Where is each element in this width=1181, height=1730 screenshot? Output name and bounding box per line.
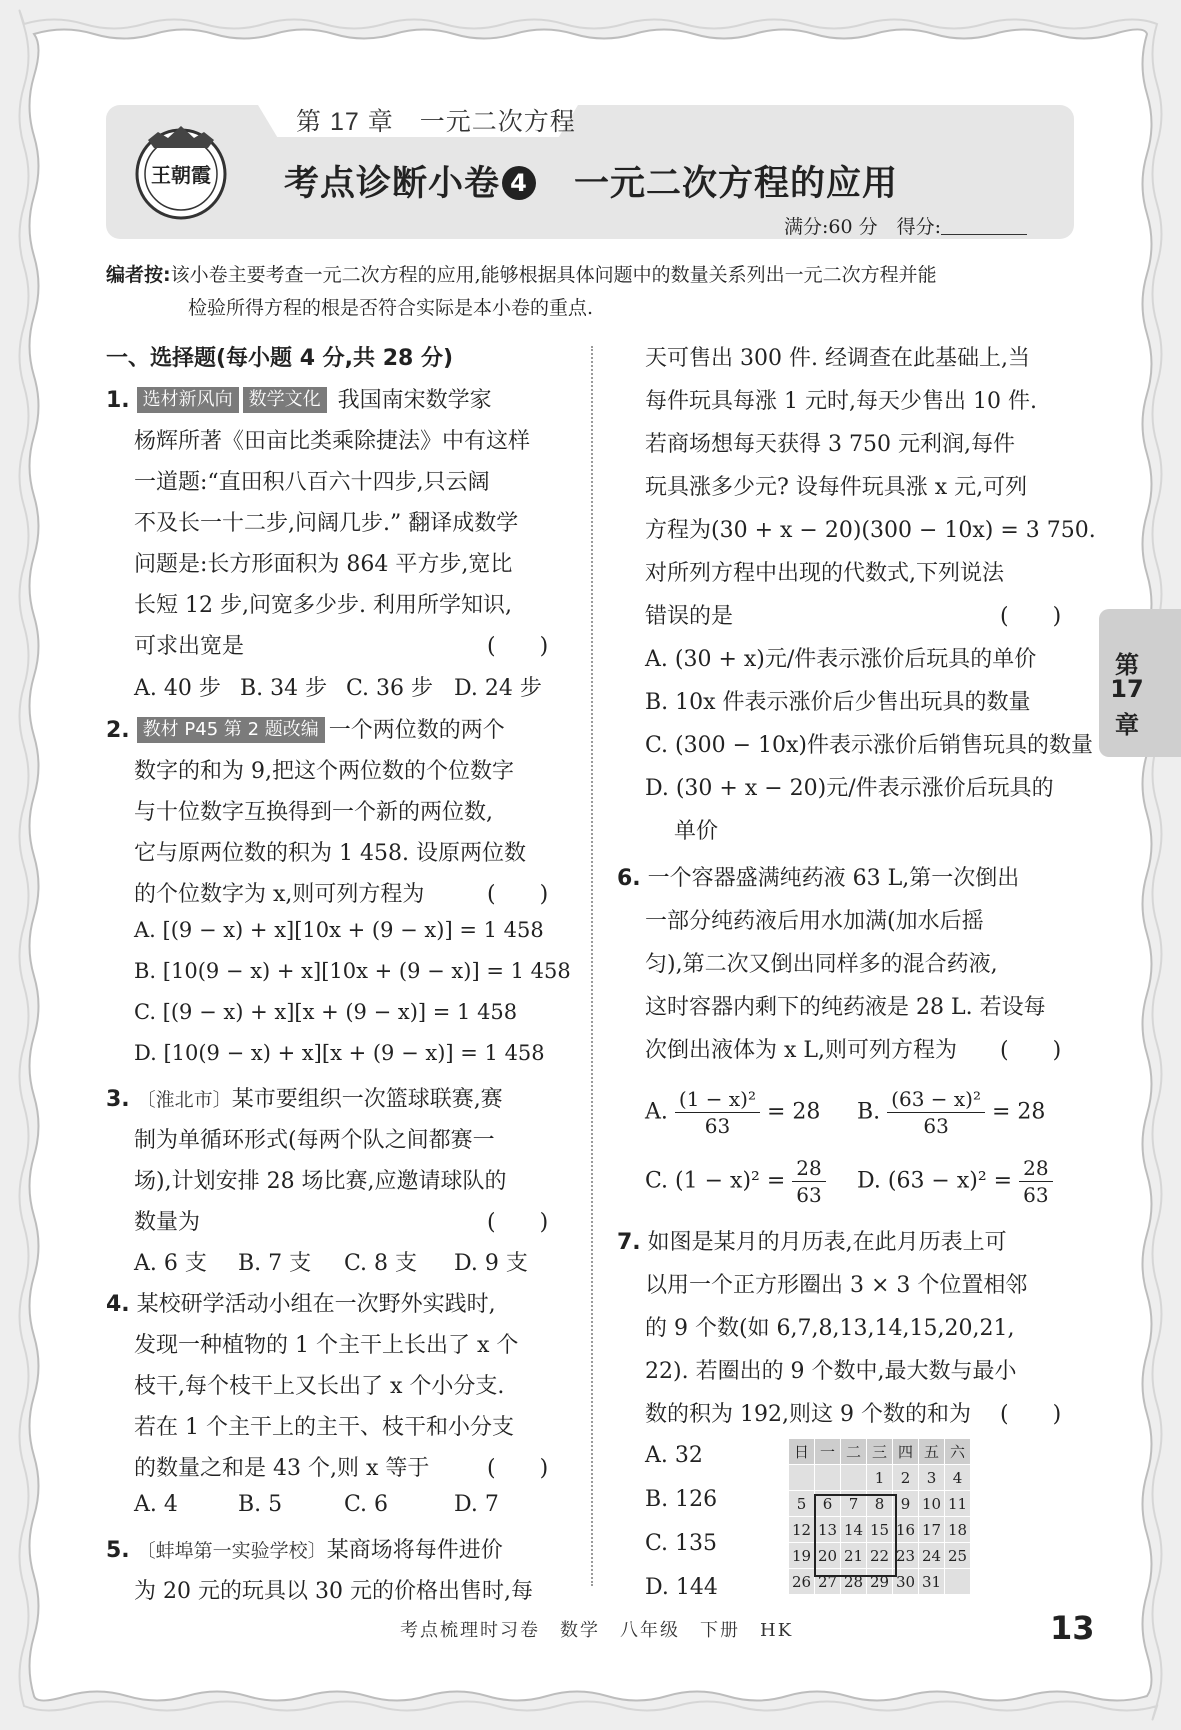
calendar-cell: 27 [815,1569,841,1595]
q7-option-b: B. 126 [645,1487,718,1512]
q6-option-c [645,1155,826,1208]
q6-line: 一个容器盛满纯药液 63 L,第一次倒出 [647,866,1020,891]
q2-option-d: D. [10(9 − x) + x][x + (9 − x)] = 1 458 [134,1041,545,1065]
q5-line: 方程为(30 + x − 20)(300 − 10x) = 3 750. [645,518,1096,543]
q4-option-c: C. 6 [344,1492,389,1517]
q6-line: 次倒出液体为 x L,则可列方程为 [645,1038,957,1063]
calendar-selection-square [814,1494,897,1577]
calendar-cell: 18 [945,1517,971,1543]
title-main: 一元二次方程的应用 [574,164,899,204]
q1-tag-trend: 选材新风向 [137,387,239,413]
q5-option-a: A. (30 + x)元/件表示涨价后玩具的单价 [645,647,1037,672]
calendar-cell [789,1465,815,1491]
q2-option-b: B. [10(9 − x) + x][10x + (9 − x)] = 1 458 [134,959,571,983]
q6-option-b-rhs: = 28 [992,1099,1046,1125]
q6-number: 6. [617,866,641,891]
title-number: 4 [502,166,536,200]
calendar-cell: 16 [893,1517,919,1543]
q6-option-b [857,1086,1045,1139]
q2-line: 它与原两位数的积为 1 458. 设原两位数 [134,841,526,866]
editor-note-line1: 该小卷主要考查一元二次方程的应用,能够根据具体问题中的数量关系列出一元二次方程并能 [170,264,937,286]
calendar-cell: 19 [789,1543,815,1569]
q5-first-line [106,1533,503,1564]
q5-line: 玩具涨多少元? 设每件玩具涨 x 元,可列 [645,475,1028,500]
q3-line: 数量为 [134,1210,201,1235]
q2-line: 一个两位数的两个 [328,718,505,743]
q4-first-line [106,1287,496,1318]
calendar-cell: 15 [867,1517,893,1543]
calendar-cell: 6 [815,1491,841,1517]
q6-option-d-numerator: 28 [1019,1155,1052,1182]
q4-line: 枝干,每个枝干上又长出了 x 个小分支. [134,1374,505,1399]
q6-answer-blank[interactable]: ( ) [1000,1038,1062,1063]
q1-option-d: D. 24 步 [454,676,542,701]
q5-option-d-cont: 单价 [674,819,719,844]
calendar-cell: 8 [867,1491,893,1517]
q5-option-d: D. (30 + x − 20)元/件表示涨价后玩具的 [645,776,1054,801]
calendar-cell: 30 [893,1569,919,1595]
q4-line: 某校研学活动小组在一次野外实践时, [136,1292,496,1317]
q5-source: 〔蚌埠第一实验学校〕 [136,1540,327,1562]
q2-option-a: A. [(9 − x) + x][10x + (9 − x)] = 1 458 [134,918,544,942]
column-divider [591,346,593,1586]
q6-option-b-fraction [887,1086,985,1139]
q3-number: 3. [106,1087,130,1112]
chapter-label: 第 17 章 一元二次方程 [296,108,576,136]
q7-number: 7. [617,1230,641,1255]
q3-line: 场),计划安排 28 场比赛,应邀请球队的 [134,1169,507,1194]
calendar-cell: 9 [893,1491,919,1517]
calendar-cell [945,1569,971,1595]
q1-line: 不及长一十二步,问阔几步.” 翻译成数学 [134,511,519,536]
q5-line: 若商场想每天获得 3 750 元利润,每件 [645,432,1015,457]
q3-line: 制为单循环形式(每两个队之间都赛一 [134,1128,495,1153]
q1-answer-blank[interactable]: ( ) [487,634,549,659]
calendar-header-cell: 日 [789,1439,815,1465]
chapter-tab-number: 17 [1110,675,1144,703]
q4-option-d: D. 7 [454,1492,499,1517]
q2-answer-blank[interactable]: ( ) [487,882,549,907]
q2-tag-textbook: 教材 P45 第 2 题改编 [137,717,325,743]
q7-line: 以用一个正方形圈出 3 × 3 个位置相邻 [645,1273,1028,1298]
calendar-cell [815,1465,841,1491]
q3-option-b: B. 7 支 [238,1251,312,1276]
q6-option-a [645,1086,820,1139]
q6-option-b-label: B. [857,1099,881,1125]
q7-line: 数的积为 192,则这 9 个数的和为 [645,1402,971,1427]
calendar-cell: 1 [867,1465,893,1491]
q6-option-c-fraction [792,1155,825,1208]
calendar-header-cell: 三 [867,1439,893,1465]
calendar-cell: 7 [841,1491,867,1517]
calendar-cell: 14 [841,1517,867,1543]
q7-answer-blank[interactable]: ( ) [1000,1402,1062,1427]
q5-line: 天可售出 300 件. 经调查在此基础上,当 [645,346,1030,371]
calendar-cell: 22 [867,1543,893,1569]
q6-option-c-denominator: 63 [796,1183,822,1207]
q6-option-c-lhs: (1 − x)² = [675,1168,786,1194]
q6-option-a-label: A. [645,1099,668,1125]
q5-line: 错误的是 [645,604,734,629]
q1-option-a: A. 40 步 [134,676,221,701]
editor-note-label: 编者按: [106,264,171,286]
q6-line: 一部分纯药液后用水加满(加水后摇 [645,909,984,934]
calendar-cell: 31 [919,1569,945,1595]
q4-option-a: A. 4 [134,1492,178,1517]
score-blank[interactable] [941,216,1027,235]
q6-option-c-label: C. [645,1168,669,1194]
q2-first-line [106,713,505,744]
title-prefix: 考点诊断小卷 [284,164,501,204]
q7-line: 22). 若圈出的 9 个数中,最大数与最小 [645,1359,1017,1384]
q6-option-a-fraction [675,1086,760,1139]
q7-option-d: D. 144 [645,1575,718,1600]
q7-line: 的 9 个数(如 6,7,8,13,14,15,20,21, [645,1316,1015,1341]
calendar-cell: 20 [815,1543,841,1569]
q3-source: 〔淮北市〕 [136,1089,232,1111]
q6-option-d-fraction [1019,1155,1052,1208]
q1-line: 问题是:长方形面积为 864 平方步,宽比 [134,552,513,577]
q6-option-d-lhs: (63 − x)² = [887,1168,1013,1194]
q6-option-a-denominator: 63 [704,1114,731,1138]
q2-option-c: C. [(9 − x) + x][x + (9 − x)] = 1 458 [134,1000,518,1024]
chapter-tab-text: 第 [1115,651,1139,679]
calendar-cell [841,1465,867,1491]
q6-option-d-denominator: 63 [1023,1183,1049,1207]
calendar-cell: 5 [789,1491,815,1517]
calendar-header-cell: 六 [945,1439,971,1465]
calendar-cell: 11 [945,1491,971,1517]
calendar-cell: 25 [945,1543,971,1569]
q5-line: 为 20 元的玩具以 30 元的价格出售时,每 [134,1579,533,1604]
q6-option-a-rhs: = 28 [767,1099,821,1125]
q5-line: 每件玩具每涨 1 元时,每天少售出 10 件. [645,389,1037,414]
q3-answer-blank[interactable]: ( ) [487,1210,549,1235]
q6-option-a-numerator: (1 − x)² [675,1086,760,1113]
publisher-seal-logo [128,118,234,224]
full-score: 满分:60 分 [784,216,878,238]
q6-option-c-numerator: 28 [792,1155,825,1182]
calendar-cell: 17 [919,1517,945,1543]
chapter-side-tab [1099,609,1181,757]
calendar-cell: 21 [841,1543,867,1569]
q1-first-line [106,383,492,414]
calendar-cell: 12 [789,1517,815,1543]
q6-line: 匀),第二次又倒出同样多的混合药液, [645,952,998,977]
q3-line: 某市要组织一次篮球联赛,赛 [231,1087,503,1112]
calendar-header-cell: 四 [893,1439,919,1465]
q1-line: 杨辉所著《田亩比类乘除捷法》中有这样 [134,429,531,454]
section-heading: 一、选择题(每小题 4 分,共 28 分) [106,346,454,371]
q2-line: 与十位数字互换得到一个新的两位数, [134,800,493,825]
calendar-header-cell: 二 [841,1439,867,1465]
logo-text: 王朝霞 [151,163,211,187]
q2-line: 数字的和为 9,把这个两位数的个位数字 [134,759,514,784]
q5-answer-blank[interactable]: ( ) [1000,604,1062,629]
page-title [284,156,898,206]
q1-option-c: C. 36 步 [346,676,434,701]
q7-line: 如图是某月的月历表,在此月历表上可 [647,1230,1007,1255]
calendar-cell: 10 [919,1491,945,1517]
score-line [784,212,1027,239]
calendar-cell: 4 [945,1465,971,1491]
calendar-cell: 24 [919,1543,945,1569]
q6-option-b-denominator: 63 [923,1114,949,1138]
q4-number: 4. [106,1292,130,1317]
q2-line: 的个位数字为 x,则可列方程为 [134,882,425,907]
q6-first-line [617,861,1019,892]
q3-first-line [106,1082,503,1113]
q1-line: 可求出宽是 [134,634,245,659]
q5-option-c: C. (300 − 10x)件表示涨价后销售玩具的数量 [645,733,1094,758]
calendar-cell: 28 [841,1569,867,1595]
q1-number: 1. [106,388,130,413]
editor-note-line2: 检验所得方程的根是否符合实际是本小卷的重点. [188,297,594,319]
q4-answer-blank[interactable]: ( ) [487,1456,549,1481]
calendar-header-cell: 五 [919,1439,945,1465]
q5-line: 某商场将每件进价 [326,1538,503,1563]
editor-note [106,259,1076,325]
q5-line: 对所列方程中出现的代数式,下列说法 [645,561,1004,586]
calendar-header-cell: 一 [815,1439,841,1465]
q7-option-c: C. 135 [645,1531,718,1556]
q1-line: 长短 12 步,问宽多少步. 利用所学知识, [134,593,512,618]
q4-line: 的数量之和是 43 个,则 x 等于 [134,1456,430,1481]
q6-line: 这时容器内剩下的纯药液是 28 L. 若设每 [645,995,1046,1020]
q6-option-b-numerator: (63 − x)² [887,1086,985,1113]
footer-text: 考点梳理时习卷 数学 八年级 下册 HK [400,1620,794,1641]
q4-option-b: B. 5 [238,1492,283,1517]
score-label: 得分: [896,216,942,238]
calendar-cell: 13 [815,1517,841,1543]
q7-option-a: A. 32 [645,1443,703,1468]
q4-line: 发现一种植物的 1 个主干上长出了 x 个 [134,1333,519,1358]
calendar-cell: 3 [919,1465,945,1491]
calendar-cell: 26 [789,1569,815,1595]
q3-option-c: C. 8 支 [344,1251,418,1276]
page-number: 13 [1050,1609,1095,1647]
q4-line: 若在 1 个主干上的主干、枝干和小分支 [134,1415,514,1440]
q1-option-b: B. 34 步 [240,676,328,701]
q2-number: 2. [106,718,130,743]
q5-option-b: B. 10x 件表示涨价后少售出玩具的数量 [645,690,1031,715]
q6-option-d-label: D. [857,1168,881,1194]
q5-number: 5. [106,1538,130,1563]
q3-option-d: D. 9 支 [454,1251,528,1276]
calendar-cell: 2 [893,1465,919,1491]
calendar-cell: 29 [867,1569,893,1595]
q1-line: 我国南宋数学家 [337,388,492,413]
q1-line: 一道题:“直田积八百六十四步,只云阔 [134,470,490,495]
q7-first-line [617,1225,1007,1256]
q3-option-a: A. 6 支 [134,1251,207,1276]
q6-option-d [857,1155,1053,1208]
calendar-cell: 23 [893,1543,919,1569]
chapter-tab-text: 章 [1115,711,1139,739]
q1-tag-culture: 数学文化 [243,387,327,413]
